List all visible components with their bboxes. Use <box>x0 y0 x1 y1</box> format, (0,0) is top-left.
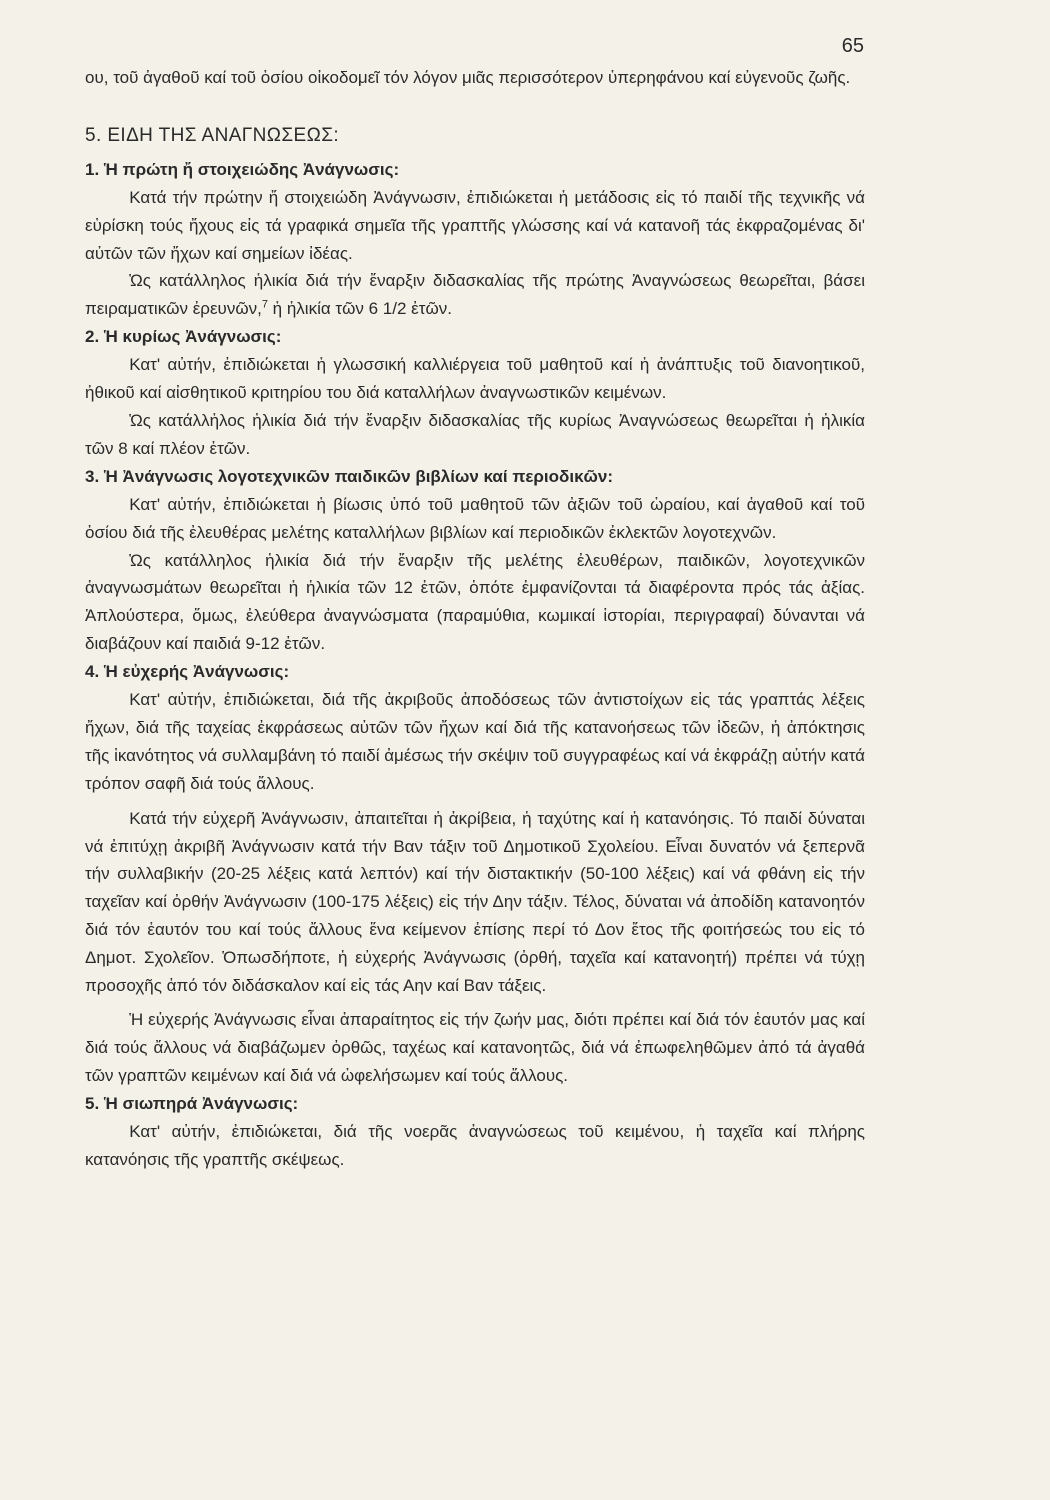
section-title: 5. ΕΙΔΗ ΤΗΣ ΑΝΑΓΝΩΣΕΩΣ: <box>85 124 340 146</box>
item-4-paragraph-3: Ἡ εὐχερής Ἀνάγνωσις εἶναι ἀπαραίτητος εἰς τήν ζωήν μας, διότι πρέπει καί διά τόν ἑαυτόν μας καί διά τούς ἄλλους νά διαβάζωμεν ὀρθῶς, ταχέως καί κατανοητῶς, διά νά ἐπωφεληθῶμεν ἀπό τά ἀγαθά τῶν γραπτῶν κειμένων καί διά νά ὠφελήσωμεν καί τούς ἄλλους. <box>85 1010 865 1085</box>
item-4-title: 4. Ἡ εὐχερής Ἀνάγνωσις: <box>85 662 290 682</box>
item-3-title: 3. Ἡ Ἀνάγνωσις λογοτεχνικῶν παιδικῶν βιβλίων καί περιοδικῶν: <box>85 466 614 486</box>
item-2-paragraph-1: Κατ' αὐτήν, ἐπιδιώκεται ἡ γλωσσική καλλιέργεια τοῦ μαθητοῦ καί ἡ ἀνάπτυξις τοῦ διανοητικοῦ, ἠθικοῦ καί αἰσθητικοῦ κριτηρίου του διά καταλλήλων ἀναγνωστικῶν κειμένων. <box>85 355 865 403</box>
item-1-paragraph-2-end: ἡ ἡλικία τῶν 6 1/2 ἐτῶν. <box>267 299 452 319</box>
item-5-title: 5. Ἡ σιωπηρά Ἀνάγνωσις: <box>85 1093 299 1113</box>
item-3-paragraph-1: Κατ' αὐτήν, ἐπιδιώκεται ἡ βίωσις ὑπό τοῦ μαθητοῦ τῶν ἀξιῶν τοῦ ὡραίου, καί ἀγαθοῦ καί τοῦ ὁσίου διά τῆς ἐλευθέρας μελέτης καταλλήλων βιβλίων καί περιοδικῶν ἐκλεκτῶν λογοτεχνῶν. <box>85 494 865 542</box>
item-2-title: 2. Ἡ κυρίως Ἀνάγνωσις: <box>85 327 282 347</box>
footnote-marker: 7 <box>261 298 268 311</box>
item-1-paragraph-2-text: Ὡς κατάλληλος ἡλικία διά τήν ἔναρξιν διδασκαλίας τῆς πρώτης Ἀναγνώσεως θεωρεῖται, βάσει πειραματικῶν ἐρευνῶν, <box>85 271 865 319</box>
item-1-paragraph-2 <box>85 267 865 323</box>
item-4-paragraph-2: Κατά τήν εὐχερῆ Ἀνάγνωσιν, ἀπαιτεῖται ἡ ἀκρίβεια, ἡ ταχύτης καί ἡ κατανόησις. Τό παιδί δύναται νά ἐπιτύχῃ ἀκριβῆ Ἀνάγνωσιν κατά τήν Βαν τάξιν τοῦ Δημοτικοῦ Σχολείου. Εἶναι δυνατόν νά ξεπερνᾶ τήν συλλαβικήν (20-25 λέξεις κατά λεπτόν) καί τήν διστακτικήν (50-100 λέξεις) καί νά φθάνη εἰς τήν ταχεῖαν καί ὀρθήν Ἀνάγνωσιν (100-175 λέξεις) εἰς τήν Δην τάξιν. Τέλος, δύναται νά ἀποδίδη κατανοητόν διά τόν ἑαυτόν του καί τούς ἄλλους ἕνα κείμενον ἐπίσης περί τό Δον ἔτος τῆς φοιτήσεώς του εἰς τό Δημοτ. Σχολεῖον. Ὁπωσδήποτε, ἡ εὐχερής Ἀνάγνωσις (ὀρθή, ταχεῖα καί κατανοητή) πρέπει νά τύχῃ προσοχῆς ἀπό τόν διδάσκαλον καί εἰς τάς Αην καί Βαν τάξεις. <box>85 808 865 996</box>
item-4-paragraph-1: Κατ' αὐτήν, ἐπιδιώκεται, διά τῆς ἀκριβοῦς ἀποδόσεως τῶν ἀντιστοίχων εἰς τάς γραπτάς λέξεις ἤχων, διά τῆς ταχείας ἐκφράσεως αὐτῶν τῶν ἤχων καί διά τῆς κατανοήσεως τῶν ἰδεῶν, ἡ ἀπόκτησις τῆς ἱκανότητος νά συλλαμβάνη τό παιδί ἀμέσως τήν σκέψιν τοῦ συγγραφέως καί νά ἐκφράζῃ αὐτήν κατά τρόπον σαφῆ διά τούς ἄλλους. <box>85 690 865 793</box>
page-content <box>85 64 865 1173</box>
item-3-paragraph-2: Ὡς κατάλληλος ἡλικία διά τήν ἔναρξιν τῆς μελέτης ἐλευθέρων, παιδικῶν, λογοτεχνικῶν ἀναγνωσμάτων θεωρεῖται ἡ ἡλικία τῶν 12 ἐτῶν, ὁπότε ἐμφανίζονται τά διαφέροντα πρός τάς ἀξίας. Ἁπλούστερα, ὅμως, ἐλεύθερα ἀναγνώσματα (παραμύθια, κωμικαί ἱστορίαι, περιγραφαί) δύνανται νά διαβάζουν καί παιδιά 9-12 ἐτῶν. <box>85 550 865 654</box>
item-5-paragraph-1: Κατ' αὐτήν, ἐπιδιώκεται, διά τῆς νοερᾶς ἀναγνώσεως τοῦ κειμένου, ἡ ταχεῖα καί πλήρης κατανόησις τῆς γραπτῆς σκέψεως. <box>85 1121 865 1169</box>
item-1-paragraph-1: Κατά τήν πρώτην ἤ στοιχειώδη Ἀνάγνωσιν, ἐπιδιώκεται ἡ μετάδοσις εἰς τό παιδί τῆς τεχνικῆς νά εὑρίσκη τούς ἤχους εἰς τά γραφικά σημεῖα τῆς γραπτῆς γλώσσης καί νά κατανοῆ τάς ἐκφραζομένας δι' αὐτῶν τῶν ἤχων καί σημείων ἰδέας. <box>85 187 865 263</box>
intro-paragraph: ου, τοῦ ἀγαθοῦ καί τοῦ ὁσίου οἰκοδομεῖ τόν λόγον μιᾶς περισσότερον ὑπερηφάνου καί εὐγενοῦς ζωῆς. <box>85 68 851 87</box>
item-1-title: 1. Ἡ πρώτη ἤ στοιχειώδης Ἀνάγνωσις: <box>85 159 400 179</box>
page-number: 65 <box>841 35 864 57</box>
item-2-paragraph-2: Ὡς κατάλλἠλος ἡλικία διά τήν ἔναρξιν διδασκαλίας τῆς κυρίως Ἀναγνώσεως θεωρεῖται ἡ ἡλικία τῶν 8 καί πλέον ἐτῶν. <box>85 410 865 458</box>
